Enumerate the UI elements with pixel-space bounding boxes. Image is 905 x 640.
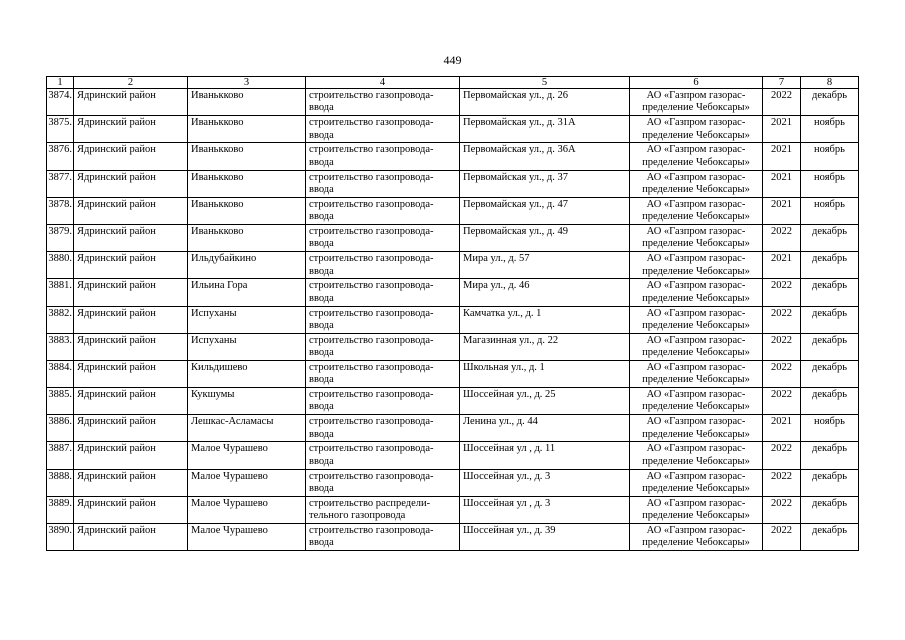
address-cell: Мира ул., д. 57 [460,252,630,279]
row-number: 3883. [47,333,74,360]
table-row [47,170,859,197]
work-type-line-2: ввода [309,401,334,413]
settlement-cell: Кукшумы [188,388,306,415]
year-cell: 2022 [763,524,801,551]
organization-line-2: пределение Чебоксары» [642,483,750,495]
work-type-line-2: ввода [309,347,334,359]
month-cell: ноябрь [801,116,859,143]
work-type-line-2: ввода [309,455,334,467]
column-header: 1 [47,77,74,89]
address-cell: Шоссейная ул., д. 25 [460,388,630,415]
organization-cell [630,279,763,306]
organization-line-1: АО «Газпром газорас- [646,280,746,292]
organization-line-1: АО «Газпром газорас- [646,525,746,536]
organization-cell [630,469,763,496]
work-type-line-2: ввода [309,156,334,168]
address-cell: Шоссейная ул., д. 3 [460,469,630,496]
row-number: 3886. [47,415,74,442]
organization-line-1: АО «Газпром газорас- [646,307,746,319]
district-cell: Ядринский район [74,496,188,523]
year-cell: 2021 [763,197,801,224]
month-cell: декабрь [801,89,859,116]
address-cell: Магазинная ул., д. 22 [460,333,630,360]
table-row [47,360,859,387]
organization-line-2: пределение Чебоксары» [642,510,750,522]
year-cell: 2021 [763,143,801,170]
organization-line-2: пределение Чебоксары» [642,455,750,467]
organization-line-1: АО «Газпром газорас- [646,497,746,509]
table-row [47,442,859,469]
address-cell: Шоссейная ул , д. 3 [460,496,630,523]
month-cell: декабрь [801,442,859,469]
year-cell: 2021 [763,170,801,197]
table-row [47,388,859,415]
organization-line-2: пределение Чебоксары» [642,401,750,413]
organization-line-1: АО «Газпром газорас- [646,253,746,265]
work-type-cell [306,224,460,251]
organization-cell [630,360,763,387]
organization-cell [630,143,763,170]
column-header: 2 [74,77,188,89]
organization-line-2: пределение Чебоксары» [642,265,750,277]
district-cell: Ядринский район [74,360,188,387]
district-cell: Ядринский район [74,252,188,279]
work-type-cell [306,252,460,279]
row-number: 3885. [47,388,74,415]
organization-line-1: АО «Газпром газорас- [646,334,746,346]
organization-line-1: АО «Газпром газорас- [646,144,746,156]
year-cell: 2021 [763,252,801,279]
column-header: 4 [306,77,460,89]
settlement-cell: Малое Чурашево [188,524,306,551]
settlement-cell: Иванькково [188,170,306,197]
settlement-cell: Иванькково [188,89,306,116]
organization-line-2: пределение Чебоксары» [642,238,750,250]
organization-line-2: пределение Чебоксары» [642,428,750,440]
table-row [47,496,859,523]
work-type-line-2: ввода [309,129,334,141]
row-number: 3878. [47,197,74,224]
month-cell: декабрь [801,469,859,496]
page-number: 449 [443,53,462,67]
settlement-cell: Лешкас-Асламасы [188,415,306,442]
work-type-cell [306,306,460,333]
organization-cell [630,170,763,197]
work-type-line-2: ввода [309,319,334,331]
organization-line-2: пределение Чебоксары» [642,183,750,195]
address-cell: Шоссейная ул., д. 39 [460,524,630,551]
work-type-line-1: строительство газопровода- [309,389,434,401]
month-cell: ноябрь [801,197,859,224]
organization-line-1: АО «Газпром газорас- [646,470,746,482]
column-header: 7 [763,77,801,89]
month-cell: декабрь [801,360,859,387]
work-type-cell [306,279,460,306]
row-number: 3876. [47,143,74,170]
address-cell: Первомайская ул., д. 26 [460,89,630,116]
table-row [47,306,859,333]
work-type-cell [306,524,460,551]
row-number: 3879. [47,224,74,251]
work-type-cell [306,388,460,415]
year-cell: 2021 [763,116,801,143]
table-row [47,469,859,496]
table-row [47,252,859,279]
work-type-line-1: строительство газопровода- [309,253,434,265]
table-row [47,415,859,442]
organization-cell [630,252,763,279]
organization-cell [630,89,763,116]
address-cell: Ленина ул., д. 44 [460,415,630,442]
work-type-cell [306,360,460,387]
settlement-cell: Ильдубайкино [188,252,306,279]
address-cell: Первомайская ул., д. 36А [460,143,630,170]
organization-line-1: АО «Газпром газорас- [646,389,746,401]
table-row [47,143,859,170]
work-type-cell [306,469,460,496]
settlement-cell: Малое Чурашево [188,496,306,523]
organization-line-2: пределение Чебоксары» [642,129,750,141]
work-type-line-1: строительство газопровода- [309,198,434,210]
table-row [47,524,859,551]
work-type-line-1: строительство газопровода- [309,90,434,101]
work-type-cell [306,170,460,197]
organization-line-2: пределение Чебоксары» [642,347,750,359]
year-cell: 2022 [763,388,801,415]
row-number: 3881. [47,279,74,306]
month-cell: декабрь [801,252,859,279]
work-type-line-2: ввода [309,265,334,277]
month-cell: декабрь [801,306,859,333]
work-type-cell [306,442,460,469]
row-number: 3882. [47,306,74,333]
work-type-line-1: строительство газопровода- [309,470,434,482]
year-cell: 2022 [763,333,801,360]
address-cell: Первомайская ул., д. 31А [460,116,630,143]
work-type-line-2: ввода [309,292,334,304]
organization-line-2: пределение Чебоксары» [642,292,750,304]
settlement-cell: Иванькково [188,116,306,143]
organization-cell [630,442,763,469]
month-cell: декабрь [801,279,859,306]
work-type-line-2: ввода [309,374,334,386]
organization-cell [630,197,763,224]
organization-cell [630,415,763,442]
table-row [47,333,859,360]
work-type-cell [306,89,460,116]
row-number: 3875. [47,116,74,143]
address-cell: Шоссейная ул , д. 11 [460,442,630,469]
district-cell: Ядринский район [74,143,188,170]
district-cell: Ядринский район [74,415,188,442]
work-type-cell [306,496,460,523]
year-cell: 2022 [763,360,801,387]
month-cell: ноябрь [801,143,859,170]
address-cell: Первомайская ул., д. 37 [460,170,630,197]
work-type-line-1: строительство распредели- [309,497,431,509]
month-cell: декабрь [801,224,859,251]
organization-cell [630,496,763,523]
organization-line-1: АО «Газпром газорас- [646,198,746,210]
district-cell: Ядринский район [74,279,188,306]
row-number: 3887. [47,442,74,469]
column-header: 8 [801,77,859,89]
district-cell: Ядринский район [74,197,188,224]
year-cell: 2022 [763,306,801,333]
table-row [47,224,859,251]
row-number: 3888. [47,469,74,496]
organization-line-2: пределение Чебоксары» [642,102,750,114]
district-cell: Ядринский район [74,116,188,143]
work-type-line-2: ввода [309,102,334,114]
organization-line-1: АО «Газпром газорас- [646,171,746,183]
organization-line-2: пределение Чебоксары» [642,374,750,386]
organization-line-1: АО «Газпром газорас- [646,225,746,237]
row-number: 3890. [47,524,74,551]
year-cell: 2022 [763,469,801,496]
district-cell: Ядринский район [74,89,188,116]
work-type-cell [306,143,460,170]
year-cell: 2022 [763,89,801,116]
work-type-line-1: строительство газопровода- [309,525,434,536]
work-type-line-1: строительство газопровода- [309,334,434,346]
month-cell: декабрь [801,496,859,523]
month-cell: декабрь [801,333,859,360]
work-type-line-1: строительство газопровода- [309,117,434,129]
settlement-cell: Испуханы [188,333,306,360]
row-number: 3874. [47,89,74,116]
organization-line-1: АО «Газпром газорас- [646,90,746,101]
year-cell: 2022 [763,496,801,523]
work-type-cell [306,116,460,143]
organization-line-2: пределение Чебоксары» [642,319,750,331]
organization-line-1: АО «Газпром газорас- [646,416,746,428]
settlement-cell: Иванькково [188,143,306,170]
settlement-cell: Малое Чурашево [188,442,306,469]
district-cell: Ядринский район [74,170,188,197]
work-type-line-2: ввода [309,211,334,223]
column-header: 5 [460,77,630,89]
address-cell: Первомайская ул., д. 47 [460,197,630,224]
work-type-line-2: ввода [309,183,334,195]
work-type-line-2: ввода [309,428,334,440]
table-row [47,116,859,143]
address-cell: Камчатка ул., д. 1 [460,306,630,333]
table-row [47,197,859,224]
organization-line-2: пределение Чебоксары» [642,537,750,549]
district-cell: Ядринский район [74,306,188,333]
district-cell: Ядринский район [74,524,188,551]
district-cell: Ядринский район [74,469,188,496]
month-cell: ноябрь [801,170,859,197]
row-number: 3884. [47,360,74,387]
district-cell: Ядринский район [74,333,188,360]
work-type-cell [306,333,460,360]
district-cell: Ядринский район [74,388,188,415]
table-row [47,89,859,116]
work-type-line-1: строительство газопровода- [309,443,434,455]
work-type-line-1: строительство газопровода- [309,307,434,319]
year-cell: 2022 [763,224,801,251]
organization-line-1: АО «Газпром газорас- [646,361,746,373]
table-row [47,279,859,306]
organization-cell [630,224,763,251]
work-type-cell [306,415,460,442]
row-number: 3889. [47,496,74,523]
month-cell: ноябрь [801,415,859,442]
row-number: 3880. [47,252,74,279]
gasification-table [46,76,859,551]
year-cell: 2021 [763,415,801,442]
settlement-cell: Иванькково [188,197,306,224]
settlement-cell: Ильина Гора [188,279,306,306]
organization-cell [630,116,763,143]
settlement-cell: Иванькково [188,224,306,251]
address-cell: Мира ул., д. 46 [460,279,630,306]
settlement-cell: Кильдишево [188,360,306,387]
address-cell: Школьная ул., д. 1 [460,360,630,387]
table-header-row [47,77,859,89]
work-type-line-1: строительство газопровода- [309,361,434,373]
work-type-line-1: строительство газопровода- [309,225,434,237]
work-type-cell [306,197,460,224]
organization-cell [630,333,763,360]
work-type-line-1: строительство газопровода- [309,416,434,428]
year-cell: 2022 [763,442,801,469]
work-type-line-2: ввода [309,238,334,250]
work-type-line-1: строительство газопровода- [309,171,434,183]
organization-line-2: пределение Чебоксары» [642,211,750,223]
work-type-line-2: тельного газопровода [309,510,406,522]
district-cell: Ядринский район [74,442,188,469]
work-type-line-1: строительство газопровода- [309,280,434,292]
table-body [47,89,859,551]
work-type-line-2: ввода [309,483,334,495]
month-cell: декабрь [801,524,859,551]
organization-cell [630,524,763,551]
organization-cell [630,306,763,333]
organization-line-1: АО «Газпром газорас- [646,117,746,129]
address-cell: Первомайская ул., д. 49 [460,224,630,251]
settlement-cell: Малое Чурашево [188,469,306,496]
organization-line-2: пределение Чебоксары» [642,156,750,168]
row-number: 3877. [47,170,74,197]
work-type-line-2: ввода [309,537,334,549]
organization-cell [630,388,763,415]
district-cell: Ядринский район [74,224,188,251]
month-cell: декабрь [801,388,859,415]
settlement-cell: Испуханы [188,306,306,333]
column-header: 6 [630,77,763,89]
column-header: 3 [188,77,306,89]
organization-line-1: АО «Газпром газорас- [646,443,746,455]
year-cell: 2022 [763,279,801,306]
work-type-line-1: строительство газопровода- [309,144,434,156]
